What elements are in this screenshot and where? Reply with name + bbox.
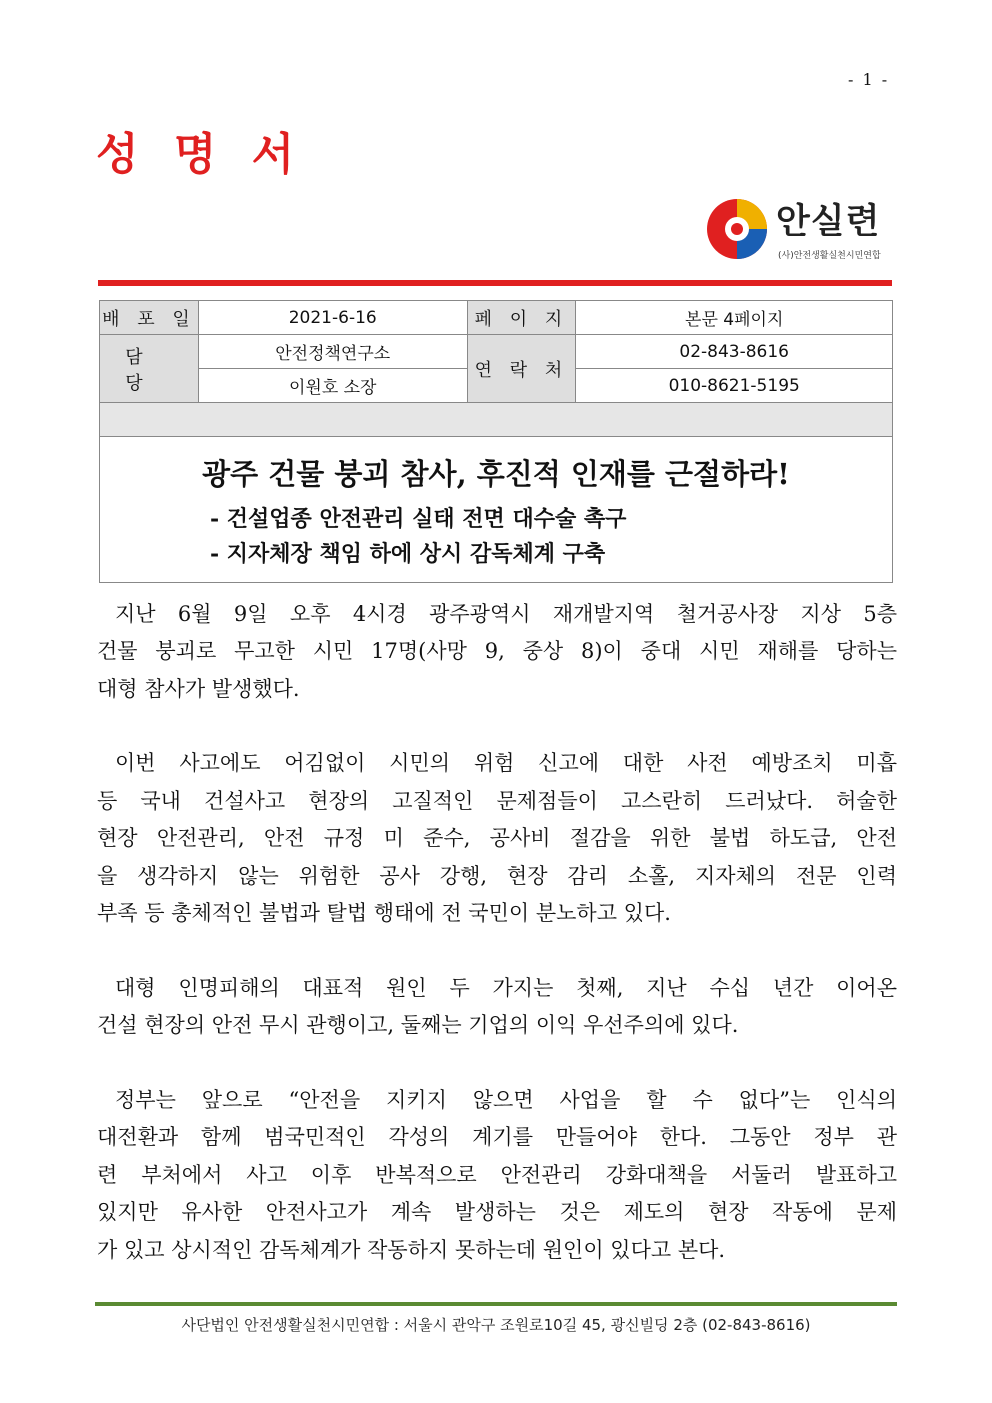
paragraph-1-line-2: 건물 붕괴로 무고한 시민 17명(사망 9, 중상 8)이 중대 시민 재해를 당하는 bbox=[97, 639, 897, 663]
paragraph-2-line-1: 이번 사고에도 어김없이 시민의 위험 신고에 대한 사전 예방조치 미흡 bbox=[115, 751, 897, 775]
page-label: 페 이 지 bbox=[467, 301, 576, 335]
logo-emblem-icon bbox=[704, 196, 770, 262]
paragraph-1-line-3: 대형 참사가 발생했다. bbox=[97, 677, 300, 701]
person-value: 이원호 소장 bbox=[198, 369, 467, 403]
paragraph-2-line-3: 현장 안전관리, 안전 규정 미 준수, 공사비 절감을 위한 불법 하도급, 안전 bbox=[97, 826, 897, 850]
paragraph-4-line-1: 정부는 앞으로 “안전을 지키지 않으면 사업을 할 수 없다”는 인식의 bbox=[115, 1088, 897, 1112]
footer-address: 사단법인 안전생활실천시민연합 : 서울시 관악구 조원로10길 45, 광신빌딩 2층 (02-843-8616) bbox=[181, 1316, 811, 1334]
paragraph-1-line-1: 지난 6월 9일 오후 4시경 광주광역시 재개발지역 철거공사장 지상 5층 bbox=[115, 602, 897, 626]
paragraph-2-line-4: 을 생각하지 않는 위험한 공사 강행, 현장 감리 소홀, 지자체의 전문 인력 bbox=[97, 864, 897, 888]
header-divider bbox=[98, 280, 892, 286]
logo-name: 안실련 bbox=[776, 202, 881, 242]
document-title: 성 명 서 bbox=[96, 129, 305, 180]
paragraph-4-line-4: 있지만 유사한 안전사고가 계속 발생하는 것은 제도의 현장 작동에 문제 bbox=[97, 1200, 897, 1224]
info-table bbox=[99, 300, 893, 437]
phone-1: 02-843-8616 bbox=[576, 335, 893, 369]
paragraph-3-line-2: 건설 현장의 안전 무시 관행이고, 둘째는 기업의 이익 우선주의에 있다. bbox=[97, 1013, 739, 1037]
page-number: - 1 - bbox=[848, 70, 890, 89]
paragraph-4-line-3: 련 부처에서 사고 이후 반복적으로 안전관리 강화대책을 서둘러 발표하고 bbox=[97, 1163, 897, 1187]
phone-2: 010-8621-5195 bbox=[576, 369, 893, 403]
paragraph-3-line-1: 대형 인명피해의 대표적 원인 두 가지는 첫째, 지난 수십 년간 이어온 bbox=[115, 976, 897, 1000]
page-value: 본문 4페이지 bbox=[576, 301, 893, 335]
paragraph-4-line-2: 대전환과 함께 범국민적인 각성의 계기를 만들어야 한다. 그동안 정부 관 bbox=[97, 1125, 897, 1149]
footer-divider bbox=[95, 1302, 897, 1306]
contact-person-label: 담 당 bbox=[100, 335, 199, 403]
paragraph-4-line-5: 가 있고 상시적인 감독체계가 작동하지 못하는데 원인이 있다고 본다. bbox=[97, 1238, 726, 1262]
organization-logo bbox=[704, 196, 900, 264]
headline-box bbox=[99, 436, 893, 583]
subhead-1: - 건설업종 안전관리 실태 전면 대수술 촉구 bbox=[210, 506, 627, 532]
logo-subtitle: (사)안전생활실천시민연합 bbox=[778, 251, 881, 261]
spacer-row bbox=[100, 403, 893, 437]
paragraph-2-line-2: 등 국내 건설사고 현장의 고질적인 문제점들이 고스란히 드러났다. 허술한 bbox=[97, 789, 897, 813]
date-value: 2021-6-16 bbox=[198, 301, 467, 335]
contact-label: 연 락 처 bbox=[467, 335, 576, 403]
date-label: 배 포 일 bbox=[100, 301, 199, 335]
org-value: 안전정책연구소 bbox=[198, 335, 467, 369]
headline: 광주 건물 붕괴 참사, 후진적 인재를 근절하라! bbox=[202, 457, 790, 491]
paragraph-2-line-5: 부족 등 총체적인 불법과 탈법 행태에 전 국민이 분노하고 있다. bbox=[97, 901, 671, 925]
subhead-2: - 지자체장 책임 하에 상시 감독체계 구축 bbox=[210, 541, 606, 567]
